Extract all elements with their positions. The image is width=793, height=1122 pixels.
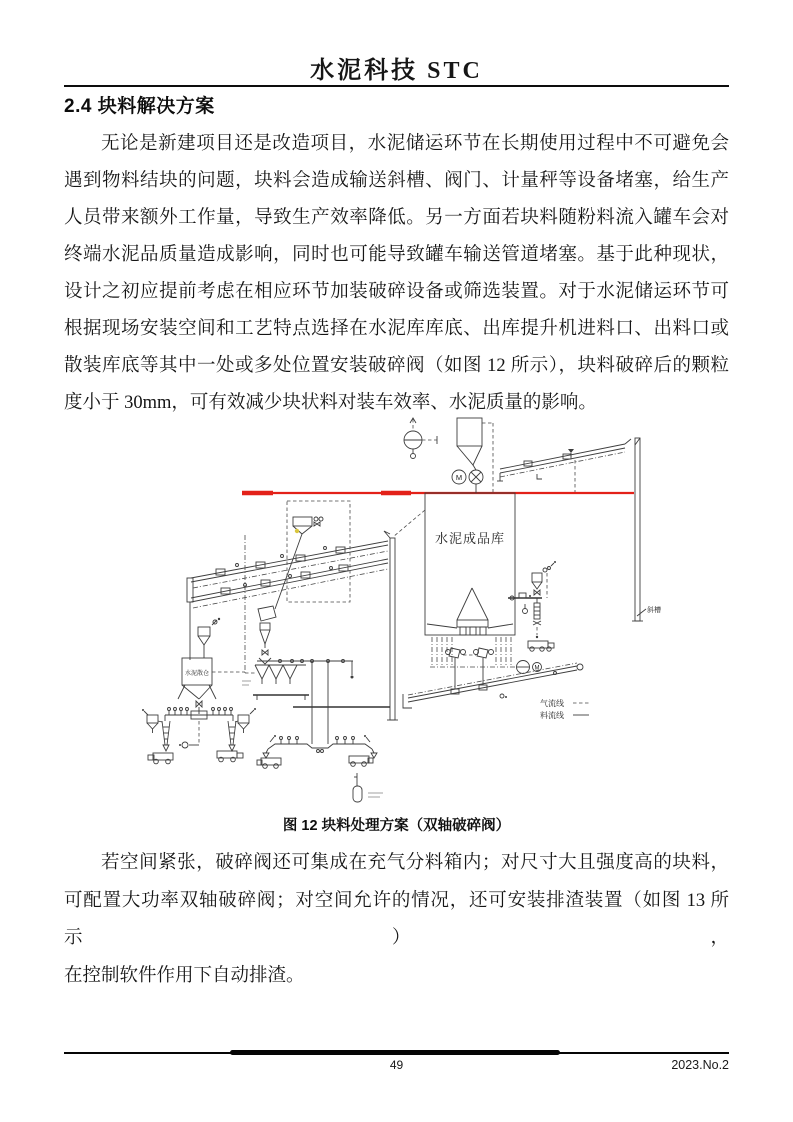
paragraph-before-figure (64, 126, 729, 422)
footer-rule-bulge (230, 1050, 560, 1055)
text-line: 终端水泥品质量造成影响，同时也可能导致罐车输送管道堵塞。基于此种现状， (64, 245, 729, 265)
text-line: 设计之初应提前考虑在相应环节加装破碎设备或筛选装置。对于水泥储运环节可 (64, 282, 729, 302)
text-line: 若空间紧张，破碎阀还可集成在充气分料箱内；对尺寸大且强度高的块料， (101, 853, 729, 873)
small-silo-label: 水泥散仓 (184, 671, 210, 677)
truck (257, 758, 281, 768)
paragraph-after-figure (64, 845, 729, 995)
diagram-legend (540, 698, 589, 720)
loading-bellows (228, 721, 236, 751)
motor-label: M (534, 665, 540, 672)
chute-label: 斜槽 (647, 607, 661, 614)
truck (528, 641, 554, 651)
finished-cement-silo (393, 493, 515, 635)
section-heading: 2.4 块料解决方案 (64, 96, 215, 117)
text-line: 在控制软件作用下自动排渣。 (64, 965, 305, 986)
figure-12-diagram (85, 415, 745, 815)
motor-label: M (455, 473, 463, 482)
text-line: 散装库底等其中一处或多处位置安装破碎阀（如图 12 所示），块料破碎后的颗粒 (64, 356, 729, 376)
issue-number: 2023.No.2 (671, 1058, 729, 1072)
text-line: 根据现场安装空间和工艺特点选择在水泥库库底、出库提升机进料口、出料口或 (64, 319, 729, 339)
feed-hopper (457, 418, 482, 446)
yellow-highlight-dot (295, 529, 299, 533)
side-hopper (142, 709, 162, 733)
text-line: 可配置大功率双轴破碎阀；对空间允许的情况，还可安装排渣装置（如图 13 所示）， (64, 890, 729, 948)
text-line: 人员带来额外工作量，导致生产效率降低。另一方面若块料随粉料流入罐车会对 (64, 208, 729, 228)
silo-discharge-group (403, 637, 583, 708)
text-line: 遇到物料结块的问题，块料会造成输送斜槽、阀门、计量秤等设备堵塞，给生产 (64, 171, 729, 191)
text-line: 无论是新建项目还是改造项目，水泥储运环节在长期使用过程中不可避免会 (101, 134, 729, 154)
storage-silo-group (142, 535, 257, 764)
text-line: 度小于 30mm，可有效减少块状料对装车效率、水泥质量的影响。 (64, 393, 597, 413)
truck-loading-center (257, 661, 390, 802)
side-hopper (235, 708, 256, 733)
dust-collector-group (242, 501, 354, 700)
loading-bellows (162, 721, 170, 751)
figure-caption: 图 12 块料处理方案（双轴破碎阀） (282, 818, 511, 834)
page-number: 49 (389, 1058, 404, 1072)
truck (148, 753, 173, 764)
silo-top-feed-group (404, 418, 493, 493)
journal-title: 水泥科技 STC (310, 58, 483, 84)
legend-material-label: 料流线 (540, 711, 564, 720)
top-air-slide-conveyor (497, 439, 631, 492)
big-silo-label: 水泥成品库 (434, 531, 506, 546)
side-wall-chute (632, 438, 661, 621)
header-rule (64, 85, 729, 87)
truck (217, 751, 243, 762)
drain-vessel (353, 773, 383, 802)
truck (349, 756, 373, 766)
legend-air-label: 气流线 (540, 699, 564, 708)
